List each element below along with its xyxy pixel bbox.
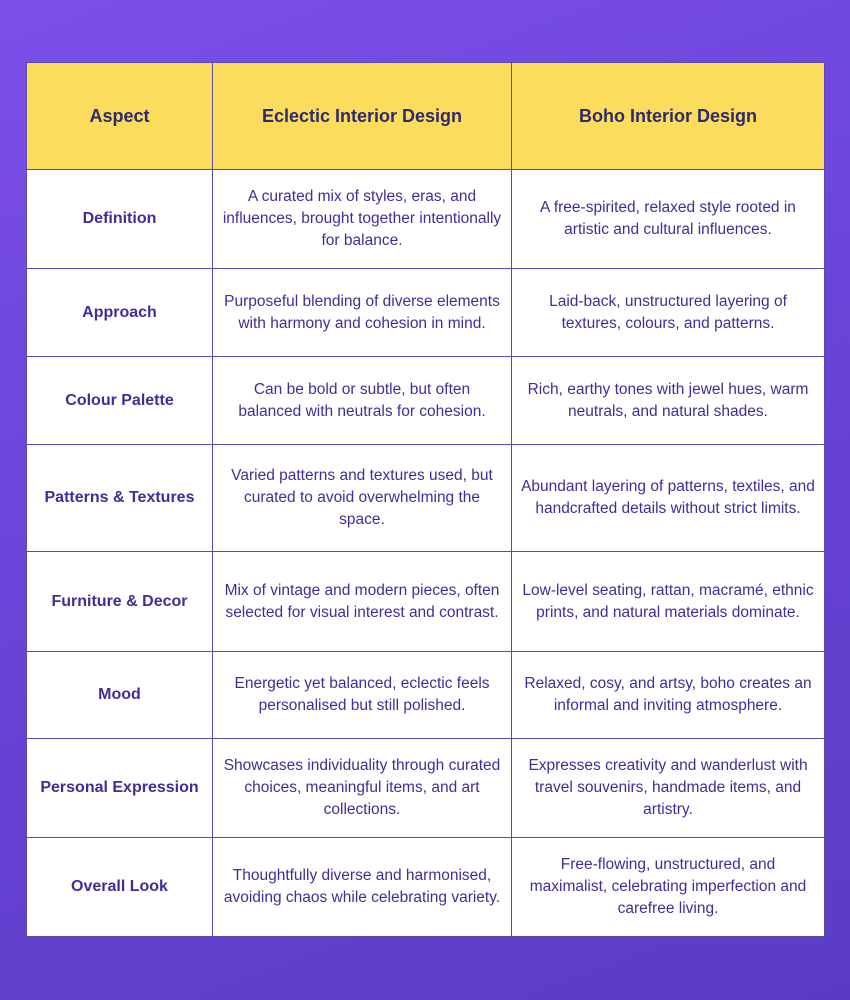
row-boho: Expresses creativity and wanderlust with travel souvenirs, handmade items, and artistry. <box>512 739 825 838</box>
table-row <box>27 838 825 937</box>
row-eclectic: Mix of vintage and modern pieces, often selected for visual interest and contrast. <box>213 552 512 652</box>
row-aspect: Personal Expression <box>27 739 213 838</box>
row-aspect: Patterns & Textures <box>27 445 213 552</box>
table-row <box>27 445 825 552</box>
table-header-row <box>27 63 825 170</box>
row-aspect: Colour Palette <box>27 357 213 445</box>
row-eclectic: Thoughtfully diverse and harmonised, avoiding chaos while celebrating variety. <box>213 838 512 937</box>
row-eclectic: Purposeful blending of diverse elements with harmony and cohesion in mind. <box>213 269 512 357</box>
comparison-table <box>26 62 825 937</box>
row-boho: Relaxed, cosy, and artsy, boho creates an informal and inviting atmosphere. <box>512 652 825 739</box>
header-eclectic: Eclectic Interior Design <box>213 63 512 170</box>
table-row <box>27 170 825 269</box>
table-row <box>27 652 825 739</box>
row-eclectic: Can be bold or subtle, but often balanced with neutrals for cohesion. <box>213 357 512 445</box>
row-boho: Free-flowing, unstructured, and maximalist, celebrating imperfection and carefree living. <box>512 838 825 937</box>
table-row <box>27 269 825 357</box>
row-eclectic: Energetic yet balanced, eclectic feels personalised but still polished. <box>213 652 512 739</box>
row-aspect: Mood <box>27 652 213 739</box>
row-boho: Abundant layering of patterns, textiles, and handcrafted details without strict limits. <box>512 445 825 552</box>
header-aspect: Aspect <box>27 63 213 170</box>
row-boho: Low-level seating, rattan, macramé, ethnic prints, and natural materials dominate. <box>512 552 825 652</box>
row-boho: Rich, earthy tones with jewel hues, warm neutrals, and natural shades. <box>512 357 825 445</box>
row-aspect: Definition <box>27 170 213 269</box>
table-row <box>27 357 825 445</box>
row-boho: A free-spirited, relaxed style rooted in artistic and cultural influences. <box>512 170 825 269</box>
row-boho: Laid-back, unstructured layering of textures, colours, and patterns. <box>512 269 825 357</box>
row-eclectic: A curated mix of styles, eras, and influences, brought together intentionally for balance. <box>213 170 512 269</box>
row-aspect: Overall Look <box>27 838 213 937</box>
table-row <box>27 739 825 838</box>
header-boho: Boho Interior Design <box>512 63 825 170</box>
row-eclectic: Varied patterns and textures used, but curated to avoid overwhelming the space. <box>213 445 512 552</box>
row-eclectic: Showcases individuality through curated choices, meaningful items, and art collections. <box>213 739 512 838</box>
row-aspect: Approach <box>27 269 213 357</box>
comparison-table-container <box>26 62 824 937</box>
row-aspect: Furniture & Decor <box>27 552 213 652</box>
table-row <box>27 552 825 652</box>
